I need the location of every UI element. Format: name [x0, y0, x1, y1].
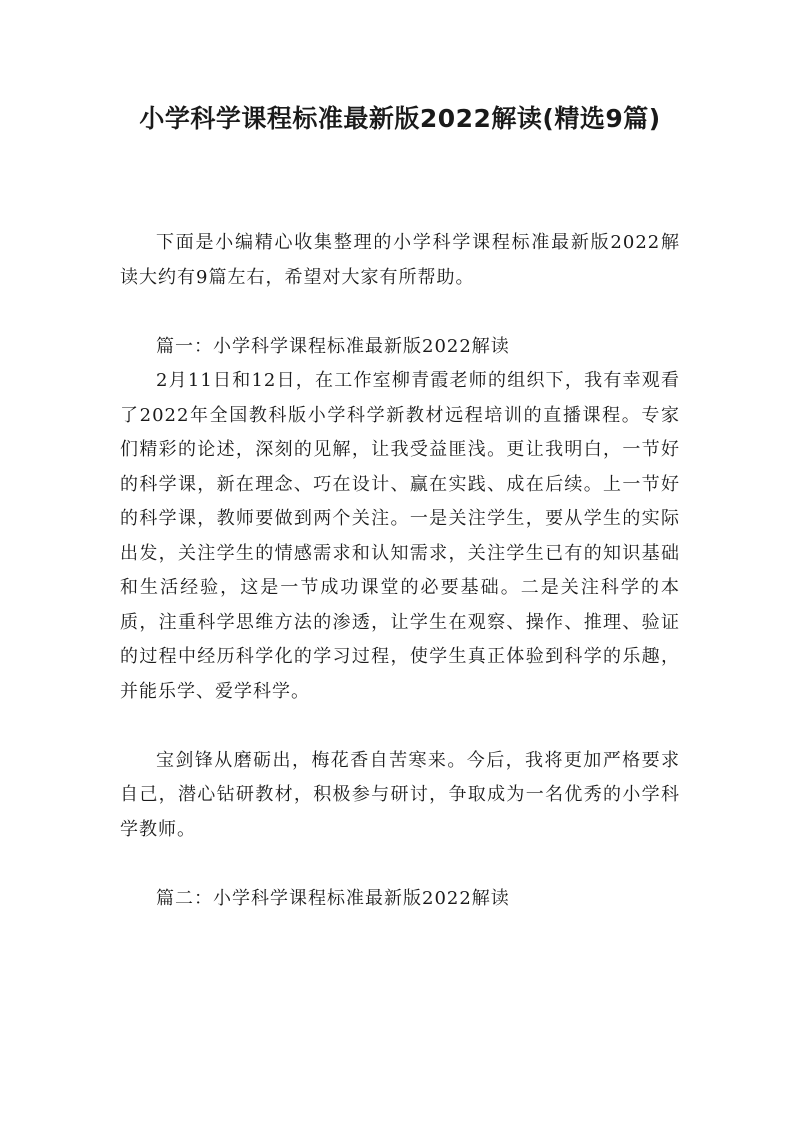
- section-1-heading: 篇一：小学科学课程标准最新版2022解读: [156, 335, 510, 357]
- document-body: [120, 226, 680, 916]
- paragraph-spacer: [120, 709, 680, 744]
- intro-paragraph: 下面是小编精心收集整理的小学科学课程标准最新版2022解读大约有9篇左右，希望对大家有所帮助。: [120, 232, 680, 288]
- section-1-paragraph-2: 宝剑锋从磨砺出，梅花香自苦寒来。今后，我将更加严格要求自己，潜心钻研教材，积极参与研讨，争取成为一名优秀的小学科学教师。: [120, 749, 680, 840]
- paragraph-spacer: [120, 847, 680, 882]
- document-title: 小学科学课程标准最新版2022解读(精选9篇): [139, 104, 661, 133]
- section-1-paragraph-1: 2月11日和12日，在工作室柳青霞老师的组织下，我有幸观看了2022年全国教科版小学科学新教材远程培训的直播课程。专家们精彩的论述，深刻的见解，让我受益匪浅。更让我明白，一节好的科学课，新在理念、巧在设计、赢在实践、成在后续。上一节好的科学课，教师要做到两个关注。一是关注学生，要从学生的实际出发，关注学生的情感需求和认知需求，关注学生已有的知识基础和生活经验，这是一节成功课堂的必要基础。二是关注科学的本质，注重科学思维方法的渗透，让学生在观察、操作、推理、验证的过程中经历科学化的学习过程，使学生真正体验到科学的乐趣，并能乐学、爱学科学。: [120, 370, 680, 702]
- paragraph-spacer: [120, 295, 680, 330]
- section-2-heading: 篇二：小学科学课程标准最新版2022解读: [156, 887, 510, 909]
